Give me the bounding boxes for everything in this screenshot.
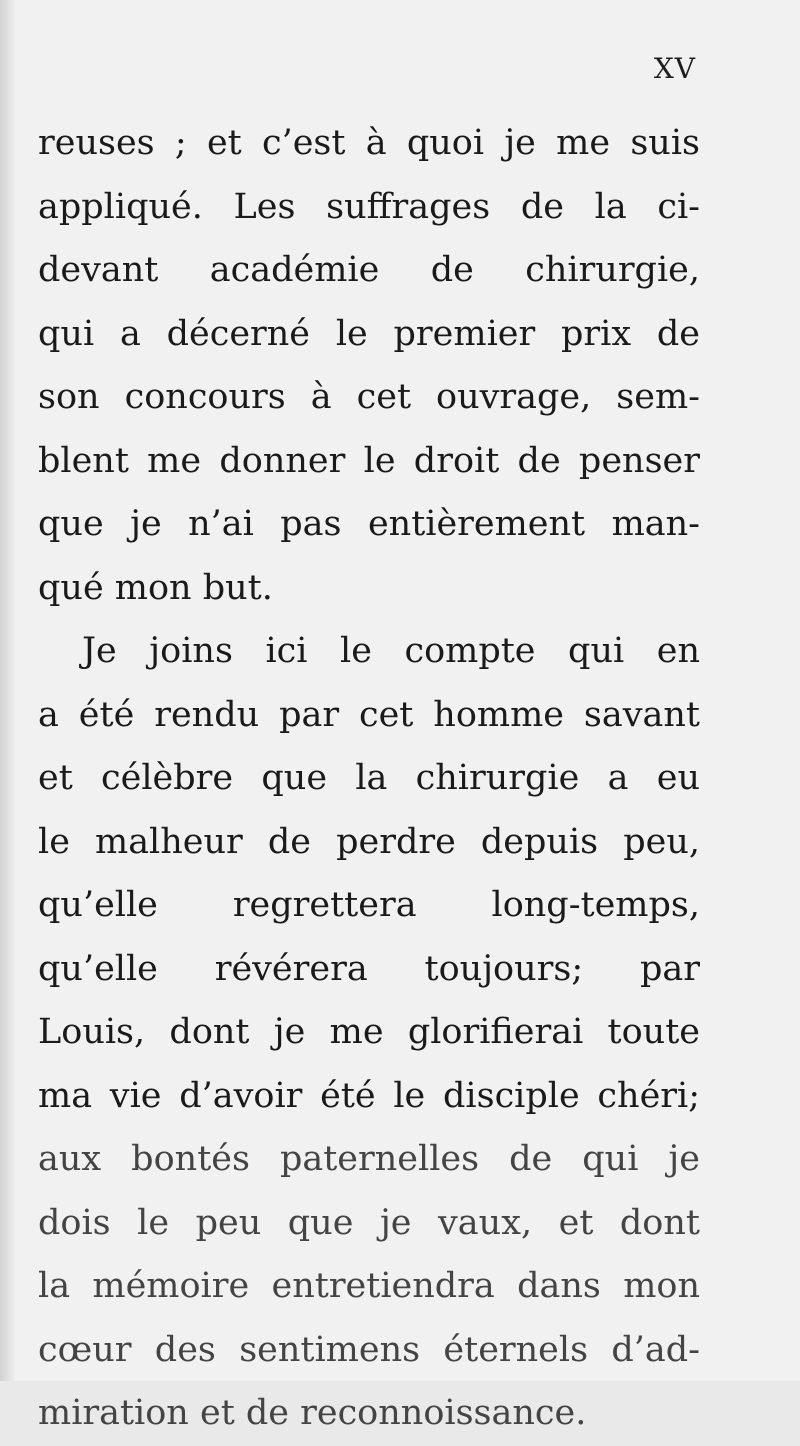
paragraph-2 bbox=[38, 620, 700, 1446]
text-line: son concours à cet ouvrage, sem- bbox=[38, 377, 700, 417]
text-line: appliqué. Les suffrages de la ci- bbox=[38, 186, 700, 227]
paragraph-1 bbox=[38, 112, 700, 620]
text-line: ma vie d’avoir été le disciple chéri; bbox=[38, 1075, 700, 1116]
text-line: qué mon but. bbox=[38, 567, 273, 608]
body-text bbox=[38, 112, 700, 1446]
text-line: la mémoire entretiendra dans mon bbox=[38, 1266, 700, 1306]
text-line: qui a décerné le premier prix de bbox=[38, 313, 700, 354]
text-line: que je n’ai pas entièrement man- bbox=[38, 504, 700, 544]
text-line: devant académie de chirurgie, bbox=[38, 250, 700, 290]
text-line: Louis, dont je me glorifierai toute bbox=[38, 1012, 700, 1052]
text-line: cœur des sentimens éternels d’ad- bbox=[38, 1329, 700, 1370]
text-line: qu’elle regrettera long-temps, bbox=[38, 885, 700, 925]
text-line: aux bontés paternelles de qui je bbox=[38, 1139, 700, 1179]
page-number: XV bbox=[653, 52, 696, 85]
text-line: Je joins ici le compte qui en bbox=[82, 631, 700, 671]
text-line: a été rendu par cet homme savant bbox=[38, 694, 700, 735]
text-line: miration et de reconnoissance. bbox=[38, 1393, 587, 1433]
text-line: le malheur de perdre depuis peu, bbox=[38, 821, 700, 862]
text-line: blent me donner le droit de penser bbox=[38, 440, 700, 481]
text-line: qu’elle révérera toujours; par bbox=[38, 948, 700, 989]
text-line: dois le peu que je vaux, et dont bbox=[38, 1202, 700, 1243]
text-line: et célèbre que la chirurgie a eu bbox=[38, 758, 700, 798]
text-line: reuses ; et c’est à quoi je me suis bbox=[38, 123, 700, 163]
